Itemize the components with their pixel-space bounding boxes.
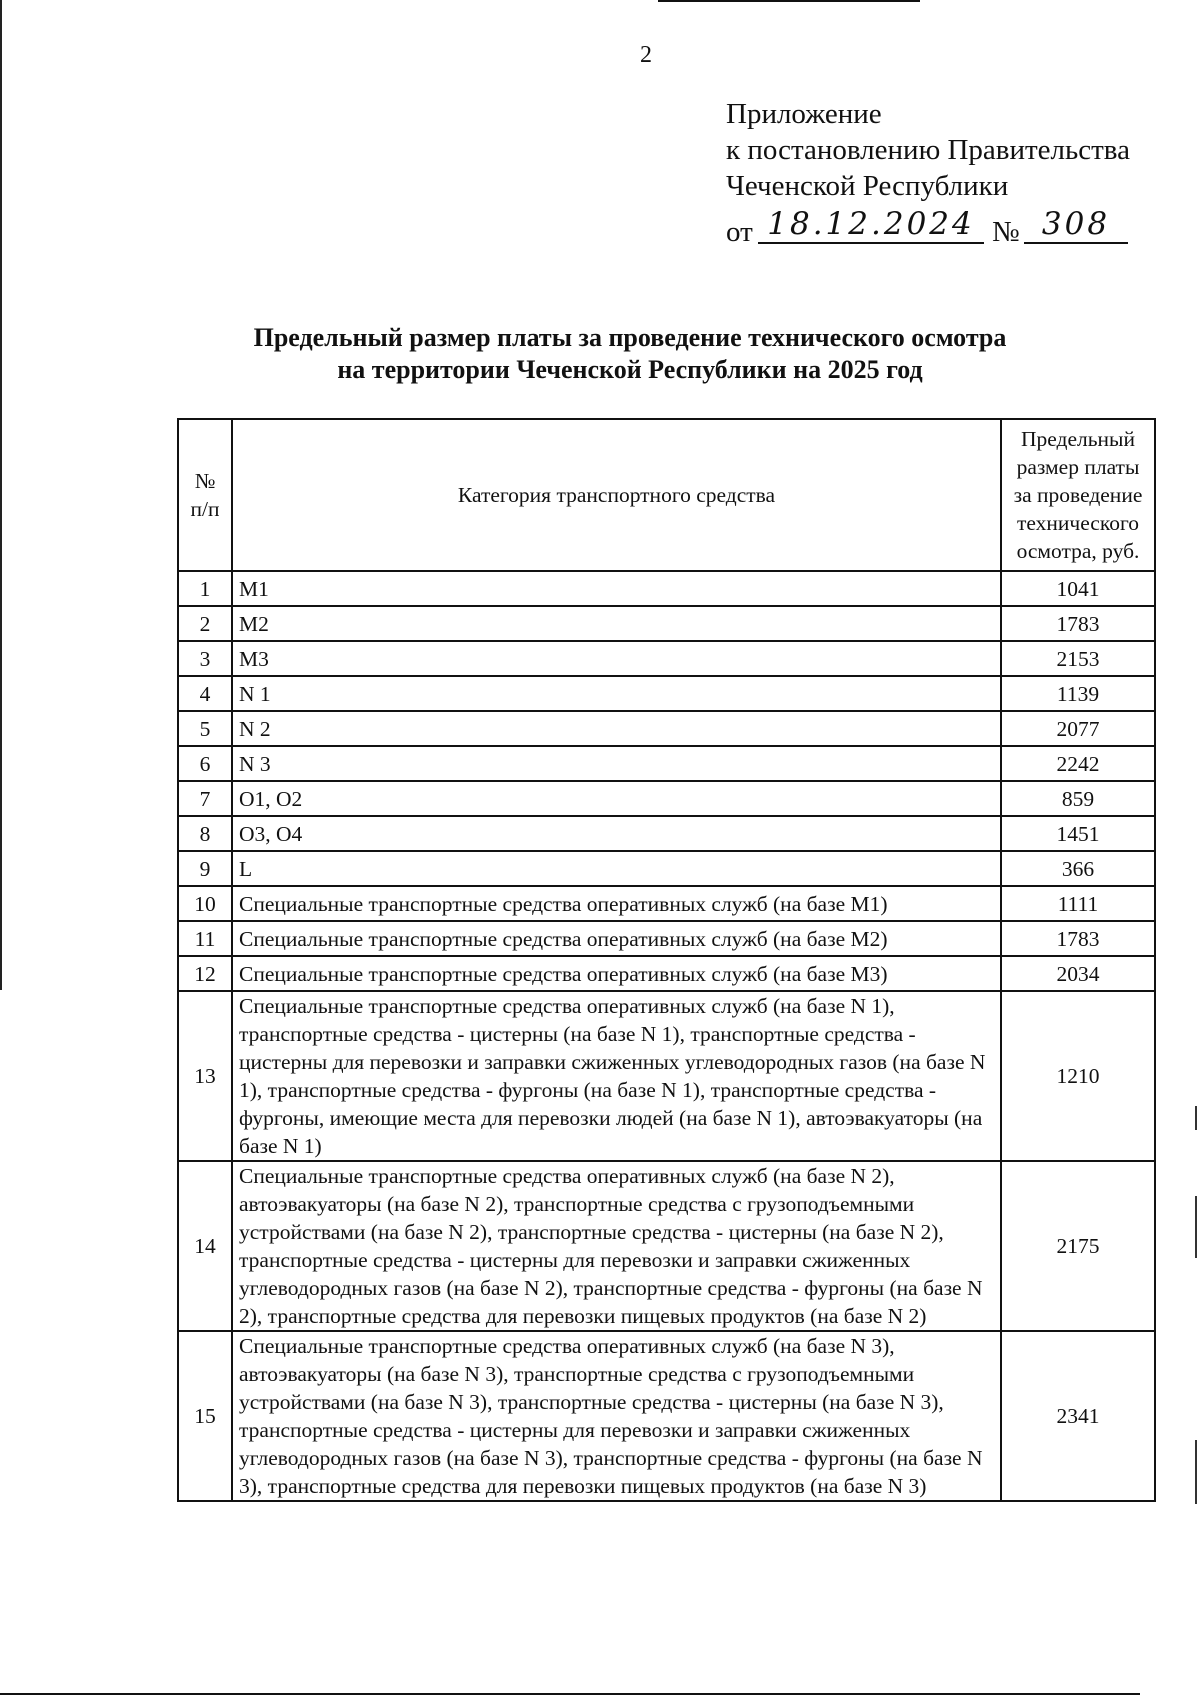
row-num: 11 (178, 921, 232, 956)
handwritten-number: 308 (1024, 206, 1128, 244)
row-category: N 3 (232, 746, 1001, 781)
row-fee: 1139 (1001, 676, 1155, 711)
table-row (178, 956, 1155, 991)
row-category: O1, O2 (232, 781, 1001, 816)
number-prefix: № (992, 216, 1020, 248)
row-fee: 2242 (1001, 746, 1155, 781)
table-header-row (178, 419, 1155, 571)
row-num: 14 (178, 1161, 232, 1331)
handwritten-date: 18.12.2024 (758, 206, 984, 244)
row-fee: 859 (1001, 781, 1155, 816)
row-fee: 1111 (1001, 886, 1155, 921)
row-num: 6 (178, 746, 232, 781)
row-fee: 2077 (1001, 711, 1155, 746)
fees-table (177, 418, 1156, 1502)
row-category: M2 (232, 606, 1001, 641)
scan-artifact-mark (1195, 1440, 1197, 1504)
row-fee: 1783 (1001, 921, 1155, 956)
table-row (178, 606, 1155, 641)
title-line-2: на территории Чеченской Республики на 2025 год (337, 355, 923, 384)
header-category: Категория транспортного средства (232, 419, 1001, 571)
row-num: 1 (178, 571, 232, 606)
date-prefix: от (726, 216, 753, 248)
row-num: 2 (178, 606, 232, 641)
appendix-line-2: к постановлению Правительства (726, 134, 1130, 166)
row-fee: 2341 (1001, 1331, 1155, 1501)
row-num: 4 (178, 676, 232, 711)
row-fee: 1783 (1001, 606, 1155, 641)
row-num: 12 (178, 956, 232, 991)
table-row (178, 746, 1155, 781)
appendix-line-1: Приложение (726, 98, 882, 130)
row-num: 9 (178, 851, 232, 886)
row-category: O3, O4 (232, 816, 1001, 851)
top-rule (658, 0, 920, 2)
table-row (178, 816, 1155, 851)
appendix-block (726, 96, 1130, 204)
table-row (178, 921, 1155, 956)
row-num: 15 (178, 1331, 232, 1501)
row-category: Специальные транспортные средства оперативных служб (на базе M1) (232, 886, 1001, 921)
row-category: L (232, 851, 1001, 886)
row-category: M1 (232, 571, 1001, 606)
row-fee: 2034 (1001, 956, 1155, 991)
row-num: 5 (178, 711, 232, 746)
table-row (178, 676, 1155, 711)
row-category: Специальные транспортные средства оперативных служб (на базе N 2), автоэвакуаторы (на базе N 2), транспортные средства с грузоподъемными устройствами (на базе N 2), транспортные средства - цистерны (на базе N 2), транспортные средства - цистерны для перевозки и заправки сжиженных углеводородных газов (на базе N 2), транспортные средства - фургоны (на базе N 2), транспортные средства для перевозки пищевых продуктов (на базе N 2) (232, 1161, 1001, 1331)
header-fee: Предельный размер платы за проведение технического осмотра, руб. (1001, 419, 1155, 571)
row-category: Специальные транспортные средства оперативных служб (на базе M2) (232, 921, 1001, 956)
row-fee: 1041 (1001, 571, 1155, 606)
row-category: Специальные транспортные средства оперативных служб (на базе N 3), автоэвакуаторы (на базе N 3), транспортные средства с грузоподъемными устройствами (на базе N 3), транспортные средства - цистерны (на базе N 3), транспортные средства - цистерны для перевозки и заправки сжиженных углеводородных газов (на базе N 3), транспортные средства - фургоны (на базе N 3), транспортные средства для перевозки пищевых продуктов (на базе N 3) (232, 1331, 1001, 1501)
row-category: Специальные транспортные средства оперативных служб (на базе M3) (232, 956, 1001, 991)
row-category: N 2 (232, 711, 1001, 746)
appendix-line-3: Чеченской Республики (726, 170, 1009, 202)
row-num: 8 (178, 816, 232, 851)
table-row (178, 991, 1155, 1161)
row-fee: 1210 (1001, 991, 1155, 1161)
row-fee: 2175 (1001, 1161, 1155, 1331)
scan-edge-line (0, 0, 2, 990)
table-row (178, 886, 1155, 921)
table-row (178, 571, 1155, 606)
page-number: 2 (640, 42, 652, 68)
table-row (178, 851, 1155, 886)
row-num: 3 (178, 641, 232, 676)
row-fee: 1451 (1001, 816, 1155, 851)
row-num: 7 (178, 781, 232, 816)
header-num: № п/п (178, 419, 232, 571)
row-fee: 2153 (1001, 641, 1155, 676)
bottom-rule (0, 1693, 1140, 1695)
row-category: N 1 (232, 676, 1001, 711)
document-title (170, 322, 1090, 386)
scan-artifact-mark (1195, 1106, 1197, 1130)
table-row (178, 1161, 1155, 1331)
title-line-1: Предельный размер платы за проведение технического осмотра (253, 323, 1007, 352)
table-row (178, 641, 1155, 676)
table-row (178, 781, 1155, 816)
row-num: 13 (178, 991, 232, 1161)
scan-artifact-mark (1195, 1196, 1197, 1258)
row-fee: 366 (1001, 851, 1155, 886)
table-row (178, 1331, 1155, 1501)
table-row (178, 711, 1155, 746)
row-category: M3 (232, 641, 1001, 676)
row-category: Специальные транспортные средства оперативных служб (на базе N 1), транспортные средства - цистерны (на базе N 1), транспортные средства - цистерны для перевозки и заправки сжиженных углеводородных газов (на базе N 1), транспортные средства - фургоны (на базе N 1), транспортные средства - фургоны, имеющие места для перевозки людей (на базе N 1), автоэвакуаторы (на базе N 1) (232, 991, 1001, 1161)
row-num: 10 (178, 886, 232, 921)
